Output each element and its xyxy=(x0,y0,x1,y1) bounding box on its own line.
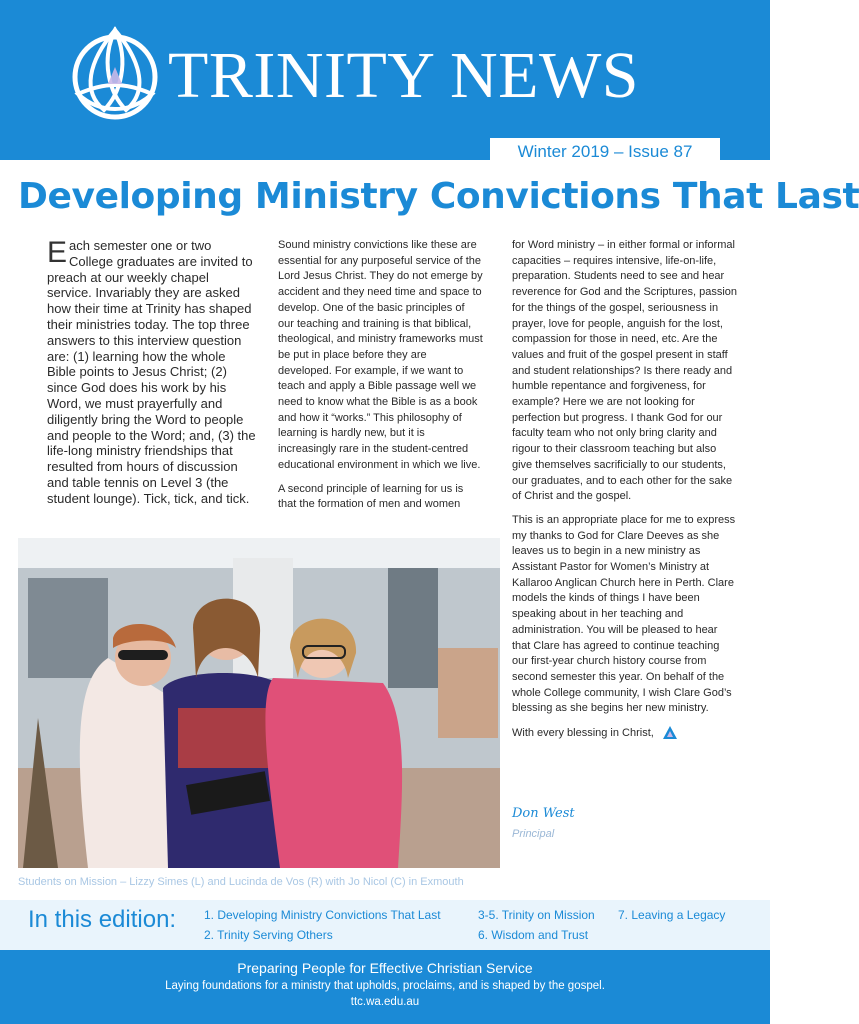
photo-illustration xyxy=(18,538,500,868)
trinity-mini-logo-icon xyxy=(660,725,680,743)
issue-label: Winter 2019 – Issue 87 xyxy=(490,138,720,166)
sign-off-text: With every blessing in Christ, xyxy=(512,727,654,740)
masthead xyxy=(0,0,770,160)
article-column-1 xyxy=(47,238,257,507)
trinity-knot-logo-icon xyxy=(60,22,170,122)
students-photo xyxy=(18,538,500,868)
toc-item[interactable]: 7. Leaving a Legacy xyxy=(618,908,726,922)
article-paragraph: Sound ministry convictions like these are essential for any purposeful service of the Lord Jesus Christ. They do not emerge by accident and they need time and space to develop. One of the basic principles of our teaching and training is that biblical, theological, and ministry frameworks must be put in place before they are developed. For example, if we want to teach and apply a Bible passage well we need to know what the Bible is as a book and how it “works.” This philosophy of learning is hardly new, but it is increasingly rare in the student-centred educational environment in which we live. xyxy=(278,239,483,471)
article-paragraph: for Word ministry – in either formal or informal capacities – requires intensive, life-on-life, preparation. Students need to see and hear reverence for God and the Scriptures, passion for the things of the gospel, seriousness in prayer, love for people, anguish for the lost, compassion for those in need, etc. Are the values and fruit of the gospel present in staff and student relationships? Is there ready and humble repentance and forgiveness, for example? Here we are not looking for perfection but progress. I thank God for our faculty team who not only bring clarity and rigour to their classroom teaching but also give themselves sacrificially to our students, our graduates, and to each other for the sake of Christ and the gospel. xyxy=(512,239,738,503)
toc-title: In this edition: xyxy=(28,906,177,933)
signature-role: Principal xyxy=(512,828,555,840)
toc-item[interactable]: 3-5. Trinity on Mission xyxy=(478,908,595,922)
article-paragraph: This is an appropriate place for me to express my thanks to God for Clare Deeves as she leaves us to begin in a new ministry as Assistant Pastor for Women’s Ministry at Kallaroo Anglican Church here in Perth. Clare models the kinds of things I have been speaking about in her teaching and administration. You will be pleased to hear that Clare has agreed to continue teaching our first-year church history course from second semester this year. On behalf of the whole College community, I wish Clare God’s blessing as she begins her new ministry. xyxy=(512,513,736,715)
paragraph-text: ach semester one or two College graduates are invited to preach at our weekly chapel service. Invariably they are asked how their time at Trinity has shaped their ministries today. The top three answers to this interview question are: (1) learning how the whole Bible points to Jesus Christ; (2) since God does his work by his Word, we must prayerfully and diligently bring the Word to people and people to the Word; and, (3) the life-long ministry friendships that resulted from hours of discussion and table tennis on Level 3 (the student lounge). Tick, tick, and tick. xyxy=(47,238,256,506)
article-paragraph: A second principle of learning for us is that the formation of men and women xyxy=(278,482,464,511)
toc-item[interactable]: 2. Trinity Serving Others xyxy=(204,928,333,942)
photo-caption: Students on Mission – Lizzy Simes (L) and Lucinda de Vos (R) with Jo Nicol (C) in Exmouth xyxy=(18,876,464,888)
toc-item[interactable]: 6. Wisdom and Trust xyxy=(478,928,589,942)
article-column-2 xyxy=(278,238,483,513)
toc-item[interactable]: 1. Developing Ministry Convictions That Last xyxy=(204,908,441,922)
signature: Don West xyxy=(512,806,575,821)
masthead-title: TRINITY NEWS xyxy=(168,39,639,112)
footer-tagline: Preparing People for Effective Christian Service xyxy=(237,960,533,976)
sign-off xyxy=(512,725,737,743)
footer-mission: Laying foundations for a ministry that upholds, proclaims, and is shaped by the gospel. xyxy=(165,980,605,992)
article-headline: Developing Ministry Convictions That Last xyxy=(18,176,859,217)
footer xyxy=(0,950,770,1024)
drop-cap: E xyxy=(47,236,68,269)
article-column-3 xyxy=(512,238,737,743)
article-paragraph xyxy=(47,238,257,507)
footer-website-link[interactable]: ttc.wa.edu.au xyxy=(350,996,420,1008)
in-this-edition-bar xyxy=(0,900,770,950)
